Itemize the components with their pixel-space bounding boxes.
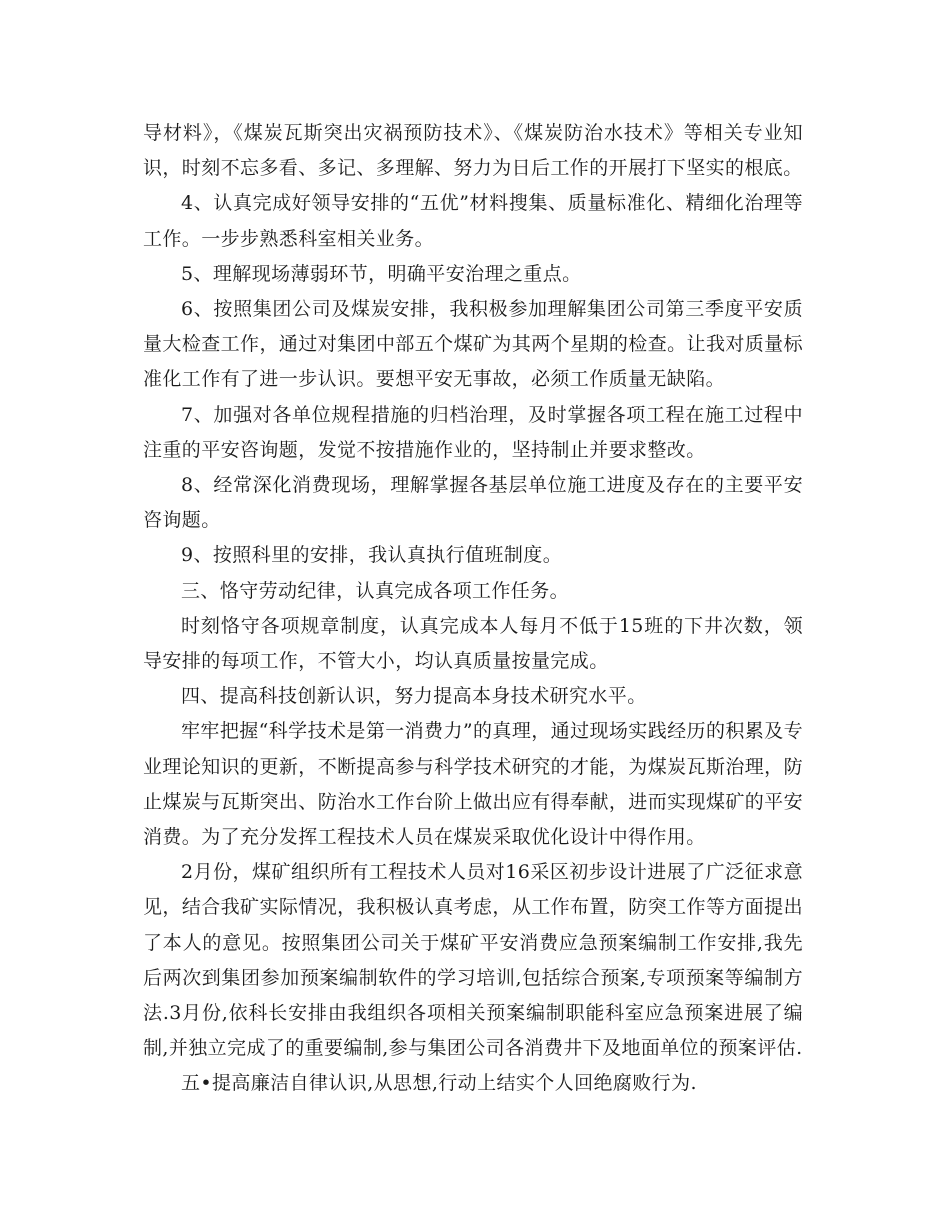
paragraph-item-6: 6、按照集团公司及煤炭安排，我积极参加理解集团公司第三季度平安质量大检查工作，通过对集团中部五个煤矿为其两个星期的检查。让我对质量标准化工作有了进一步认识。要想平安无事故，必须工作质量无缺陷。 xyxy=(143,298,803,391)
document-body xyxy=(143,116,803,1102)
paragraph-item-4: 4、认真完成好领导安排的“五优”材料搜集、质量标准化、精细化治理等工作。一步步熟悉科室相关业务。 xyxy=(143,192,803,250)
paragraph-section-3-body: 时刻恪守各项规章制度，认真完成本人每月不低于15班的下井次数，领导安排的每项工作，不管大小，均认真质量按量完成。 xyxy=(143,614,803,673)
paragraph-item-5: 5、理解现场薄弱环节，明确平安治理之重点。 xyxy=(181,262,582,285)
paragraph-continued: 导材料》，《煤炭瓦斯突出灾祸预防技术》、《煤炭防治水技术》等相关专业知识，时刻不忘多看、多记、多理解、努力为日后工作的开展打下坚实的根底。 xyxy=(143,122,803,180)
section-heading-4: 四、提高科技创新认识，努力提高本身技术研究水平。 xyxy=(181,685,647,708)
section-heading-3: 三、恪守劳动纪律，认真完成各项工作任务。 xyxy=(181,579,570,602)
paragraph-section-4-body-2: 2月份，煤矿组织所有工程技术人员对16采区初步设计进展了广泛征求意见，结合我矿实际情况，我积极认真考虑，从工作布置，防突工作等方面提出了本人的意见。按照集团公司关于煤矿平安消费应急预案编制工作安排,我先后两次到集团参加预案编制软件的学习培训,包括综合预案,专项预案等编制方法.3月份,依科长安排由我组织各项相关预案编制职能科室应急预案进展了编制,并独立完成了的重要编制,参与集团公司各消费井下及地面单位的预案评估. xyxy=(143,861,803,1060)
paragraph-item-9: 9、按照科里的安排，我认真执行值班制度。 xyxy=(181,544,563,567)
section-heading-5: 五•提高廉洁自律认识,从思想,行动上结实个人回绝腐败行为. xyxy=(181,1072,697,1095)
paragraph-section-4-body: 牢牢把握“科学技术是第一消费力”的真理，通过现场实践经历的积累及专业理论知识的更新，不断提高参与科学技术研究的才能，为煤炭瓦斯治理，防止煤炭与瓦斯突出、防治水工作台阶上做出应有得奉献，进而实现煤矿的平安消费。为了充分发挥工程技术人员在煤炭采取优化设计中得作用。 xyxy=(143,720,803,849)
paragraph-item-8: 8、经常深化消费现场，理解掌握各基层单位施工进度及存在的主要平安咨询题。 xyxy=(143,474,803,532)
paragraph-item-7: 7、加强对各单位规程措施的归档治理，及时掌握各项工程在施工过程中注重的平安咨询题，发觉不按措施作业的，坚持制止并要求整改。 xyxy=(143,403,803,461)
